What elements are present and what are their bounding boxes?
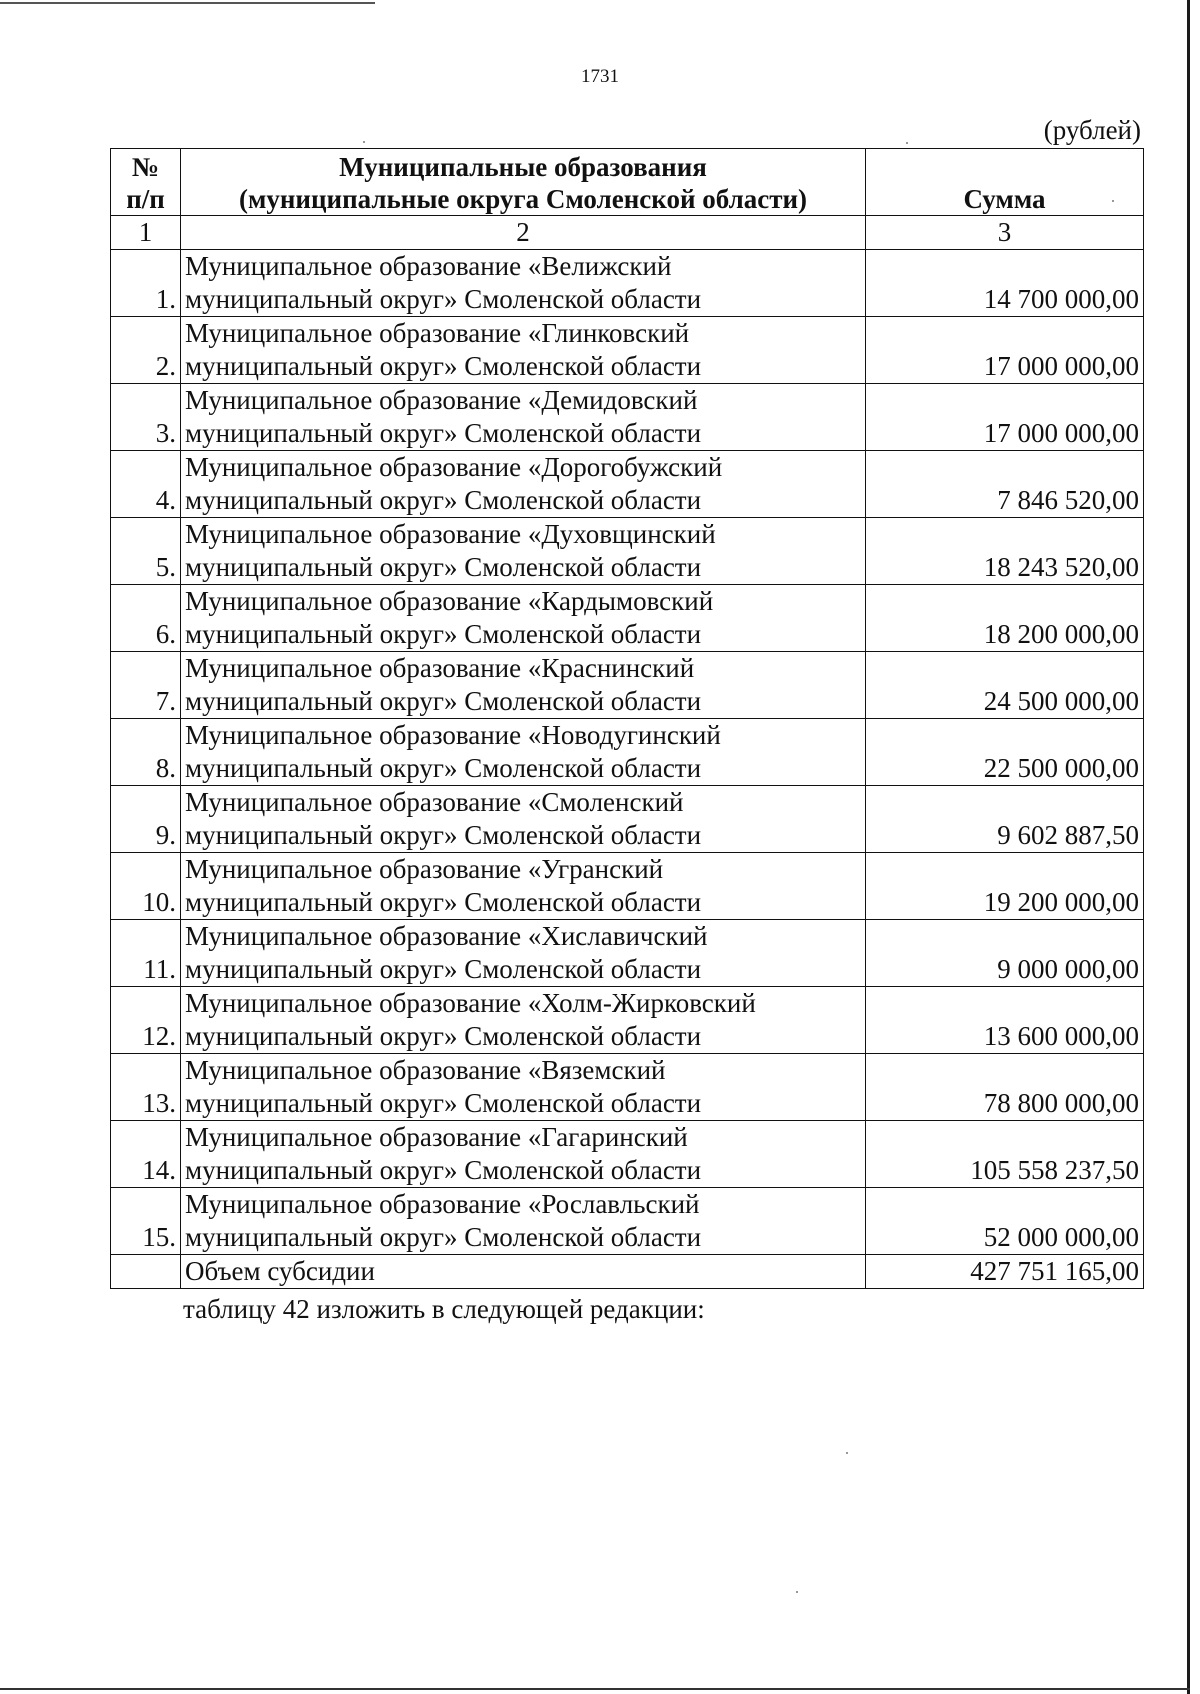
table-row — [111, 786, 1144, 853]
municipality-name — [181, 384, 866, 451]
municipality-name — [181, 317, 866, 384]
row-sum: 78 800 000,00 — [866, 1054, 1144, 1121]
municipality-name-line2: муниципальный округ» Смоленской области — [185, 820, 702, 850]
row-number: 3. — [111, 384, 181, 451]
municipality-name-line1: Муниципальное образование «Гагаринский — [185, 1122, 688, 1152]
municipality-name-line1: Муниципальное образование «Угранский — [185, 854, 664, 884]
row-number: 13. — [111, 1054, 181, 1121]
row-number: 8. — [111, 719, 181, 786]
table-row — [111, 987, 1144, 1054]
table-header-row — [111, 149, 1144, 216]
table-row — [111, 451, 1144, 518]
row-number: 4. — [111, 451, 181, 518]
table-row — [111, 317, 1144, 384]
scan-speck — [796, 1591, 798, 1593]
municipality-name-line2: муниципальный округ» Смоленской области — [185, 552, 702, 582]
municipality-name-line2: муниципальный округ» Смоленской области — [185, 686, 702, 716]
municipality-name-line2: муниципальный округ» Смоленской области — [185, 619, 702, 649]
subsidy-table — [110, 148, 1144, 1289]
header-num-line1: № — [131, 152, 160, 182]
row-sum: 7 846 520,00 — [866, 451, 1144, 518]
municipality-name-line2: муниципальный округ» Смоленской области — [185, 954, 702, 984]
scan-speck — [846, 1452, 848, 1454]
municipality-name-line1: Муниципальное образование «Демидовский — [185, 385, 698, 415]
row-sum: 18 243 520,00 — [866, 518, 1144, 585]
municipality-name — [181, 853, 866, 920]
row-sum: 105 558 237,50 — [866, 1121, 1144, 1188]
row-sum: 9 602 887,50 — [866, 786, 1144, 853]
municipality-name — [181, 786, 866, 853]
municipality-name-line2: муниципальный округ» Смоленской области — [185, 418, 702, 448]
municipality-name — [181, 250, 866, 317]
row-number: 7. — [111, 652, 181, 719]
row-number: 6. — [111, 585, 181, 652]
row-sum: 18 200 000,00 — [866, 585, 1144, 652]
scan-speck — [906, 142, 908, 144]
row-sum: 17 000 000,00 — [866, 317, 1144, 384]
closing-text: таблицу 42 изложить в следующей редакции: — [183, 1294, 705, 1324]
table-body — [111, 250, 1144, 1289]
header-num-line2: п/п — [126, 184, 165, 214]
table-row — [111, 585, 1144, 652]
total-label: Объем субсидии — [181, 1255, 866, 1289]
table-row — [111, 1188, 1144, 1255]
row-number: 10. — [111, 853, 181, 920]
row-sum: 9 000 000,00 — [866, 920, 1144, 987]
row-sum: 13 600 000,00 — [866, 987, 1144, 1054]
municipality-name — [181, 585, 866, 652]
row-sum: 19 200 000,00 — [866, 853, 1144, 920]
municipality-name — [181, 1121, 866, 1188]
municipality-name — [181, 518, 866, 585]
table-row — [111, 920, 1144, 987]
table-row — [111, 518, 1144, 585]
municipality-name-line2: муниципальный округ» Смоленской области — [185, 284, 702, 314]
municipality-name-line2: муниципальный округ» Смоленской области — [185, 1155, 702, 1185]
municipality-name-line2: муниципальный округ» Смоленской области — [185, 887, 702, 917]
scan-edge-right — [1187, 0, 1190, 1694]
table-row — [111, 384, 1144, 451]
row-sum: 14 700 000,00 — [866, 250, 1144, 317]
row-sum: 22 500 000,00 — [866, 719, 1144, 786]
municipality-name-line1: Муниципальное образование «Глинковский — [185, 318, 690, 348]
row-number: 11. — [111, 920, 181, 987]
table-row — [111, 1121, 1144, 1188]
municipality-name-line1: Муниципальное образование «Хиславичский — [185, 921, 708, 951]
municipality-name-line1: Муниципальное образование «Краснинский — [185, 653, 695, 683]
table-row — [111, 719, 1144, 786]
row-sum: 52 000 000,00 — [866, 1188, 1144, 1255]
municipality-name-line1: Муниципальное образование «Дорогобужский — [185, 452, 723, 482]
header-name-line1: Муниципальные образования — [339, 152, 707, 182]
municipality-name — [181, 1188, 866, 1255]
total-row — [111, 1255, 1144, 1289]
table-row — [111, 652, 1144, 719]
total-sum: 427 751 165,00 — [866, 1255, 1144, 1289]
municipality-name-line1: Муниципальное образование «Смоленский — [185, 787, 684, 817]
row-number: 15. — [111, 1188, 181, 1255]
scan-edge-top — [0, 2, 375, 4]
municipality-name-line1: Муниципальное образование «Кардымовский — [185, 586, 714, 616]
unit-note: (рублей) — [1043, 115, 1141, 145]
header-name-line2: (муниципальные округа Смоленской области) — [238, 184, 808, 214]
row-number: 5. — [111, 518, 181, 585]
municipality-name — [181, 451, 866, 518]
municipality-name-line1: Муниципальное образование «Рославльский — [185, 1189, 700, 1219]
row-number: 1. — [111, 250, 181, 317]
municipality-name — [181, 652, 866, 719]
table-row — [111, 250, 1144, 317]
municipality-name — [181, 1054, 866, 1121]
table-row — [111, 1054, 1144, 1121]
row-sum: 24 500 000,00 — [866, 652, 1144, 719]
row-sum: 17 000 000,00 — [866, 384, 1144, 451]
column-number-3: 3 — [866, 216, 1144, 250]
municipality-name-line2: муниципальный округ» Смоленской области — [185, 485, 702, 515]
header-num — [111, 149, 181, 216]
municipality-name — [181, 719, 866, 786]
header-sum: Сумма — [866, 149, 1144, 216]
municipality-name-line1: Муниципальное образование «Новодугинский — [185, 720, 721, 750]
row-number: 12. — [111, 987, 181, 1054]
municipality-name — [181, 987, 866, 1054]
municipality-name-line2: муниципальный округ» Смоленской области — [185, 1088, 702, 1118]
column-number-2: 2 — [181, 216, 866, 250]
total-empty-cell — [111, 1255, 181, 1289]
municipality-name-line2: муниципальный округ» Смоленской области — [185, 753, 702, 783]
municipality-name — [181, 920, 866, 987]
municipality-name-line1: Муниципальное образование «Вяземский — [185, 1055, 666, 1085]
municipality-name-line1: Муниципальное образование «Духовщинский — [185, 519, 716, 549]
row-number: 2. — [111, 317, 181, 384]
column-number-row — [111, 216, 1144, 250]
page-number: 1731 — [581, 66, 619, 87]
row-number: 9. — [111, 786, 181, 853]
row-number: 14. — [111, 1121, 181, 1188]
municipality-name-line2: муниципальный округ» Смоленской области — [185, 1222, 702, 1252]
municipality-name-line2: муниципальный округ» Смоленской области — [185, 1021, 702, 1051]
column-number-1: 1 — [111, 216, 181, 250]
municipality-name-line1: Муниципальное образование «Велижский — [185, 251, 672, 281]
scan-speck — [363, 141, 365, 143]
scan-speck — [1112, 200, 1114, 202]
municipality-name-line1: Муниципальное образование «Холм-Жирковский — [185, 988, 756, 1018]
scan-edge-bottom — [0, 1688, 1190, 1690]
municipality-name-line2: муниципальный округ» Смоленской области — [185, 351, 702, 381]
header-name — [181, 149, 866, 216]
table-row — [111, 853, 1144, 920]
